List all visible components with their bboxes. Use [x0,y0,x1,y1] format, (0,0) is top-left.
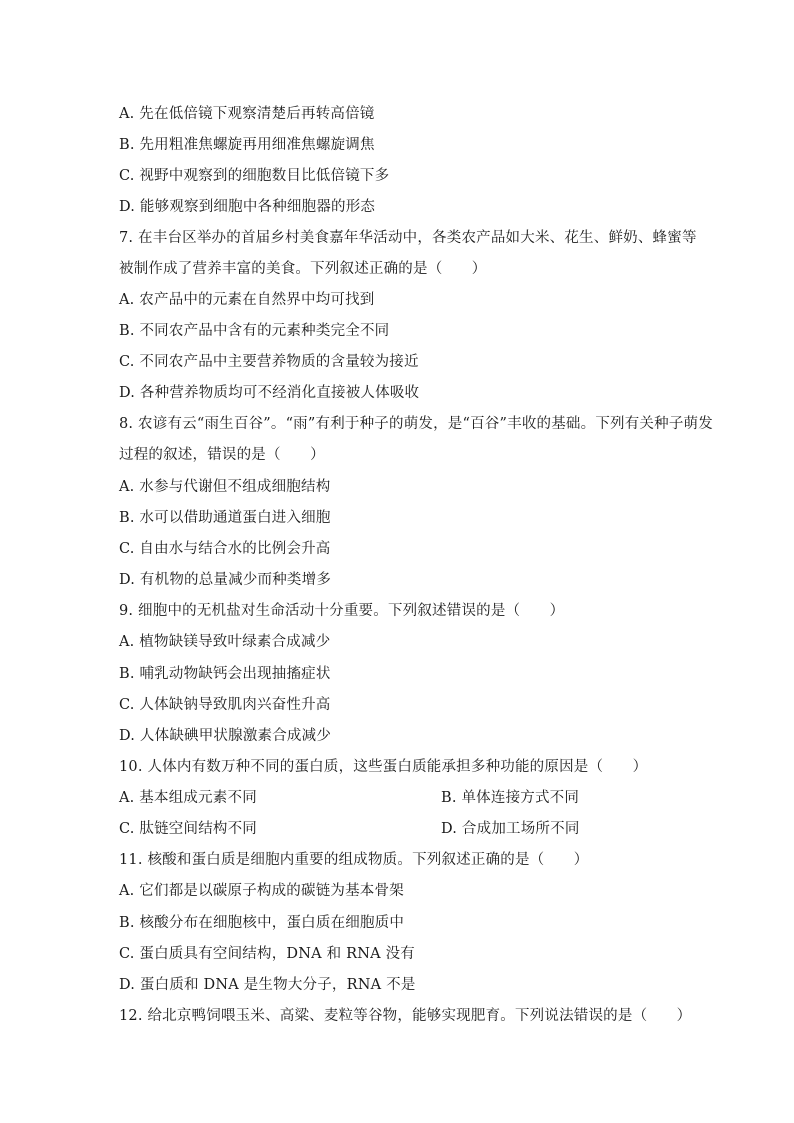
q10-option-a: A. 基本组成元素不同 [119,790,257,806]
q10-option-c: C. 肽链空间结构不同 [119,821,257,837]
q7-stem-line2: 被制作成了营养丰富的美食。下列叙述正确的是（ ） [119,261,487,277]
q10-stem: 10. 人体内有数万种不同的蛋白质，这些蛋白质能承担多种功能的原因是（ ） [119,759,648,775]
q8-option-d: D. 有机物的总量减少而种类增多 [119,572,332,588]
q10-option-b: B. 单体连接方式不同 [441,790,580,806]
q6-option-c: C. 视野中观察到的细胞数目比低倍镜下多 [119,168,390,184]
q11-option-b: B. 核酸分布在细胞核中，蛋白质在细胞质中 [119,915,405,931]
q11-option-c: C. 蛋白质具有空间结构，DNA 和 RNA 没有 [119,946,415,962]
q7-option-a: A. 农产品中的元素在自然界中均可找到 [119,292,375,308]
q9-option-d: D. 人体缺碘甲状腺激素合成减少 [119,728,332,744]
q8-stem-line1: 8. 农谚有云“雨生百谷”。“雨”有利于种子的萌发，是“百谷”丰收的基础。下列有关种子萌发 [119,416,713,432]
q7-option-b: B. 不同农产品中含有的元素种类完全不同 [119,323,390,339]
q8-option-c: C. 自由水与结合水的比例会升高 [119,541,331,557]
q6-option-b: B. 先用粗准焦螺旋再用细准焦螺旋调焦 [119,137,375,153]
q11-option-d: D. 蛋白质和 DNA 是生物大分子，RNA 不是 [119,977,416,993]
q8-option-b: B. 水可以借助通道蛋白进入细胞 [119,510,331,526]
q12-stem: 12. 给北京鸭饲喂玉米、高粱、麦粒等谷物，能够实现肥育。下列说法错误的是（ ） [119,1008,692,1024]
q9-stem: 9. 细胞中的无机盐对生命活动十分重要。下列叙述错误的是（ ） [119,603,565,619]
q10-option-d: D. 合成加工场所不同 [441,821,580,837]
q7-option-c: C. 不同农产品中主要营养物质的含量较为接近 [119,354,419,370]
q8-stem-line2: 过程的叙述，错误的是（ ） [119,447,325,463]
q6-option-d: D. 能够观察到细胞中各种细胞器的形态 [119,199,376,215]
q7-stem-line1: 7. 在丰台区举办的首届乡村美食嘉年华活动中，各类农产品如大米、花生、鲜奶、蜂蜜等 [119,230,697,246]
q11-stem: 11. 核酸和蛋白质是细胞内重要的组成物质。下列叙述正确的是（ ） [119,852,589,868]
q11-option-a: A. 它们都是以碳原子构成的碳链为基本骨架 [119,883,404,899]
q7-option-d: D. 各种营养物质均可不经消化直接被人体吸收 [119,385,420,401]
q9-option-c: C. 人体缺钠导致肌肉兴奋性升高 [119,697,331,713]
q9-option-b: B. 哺乳动物缺钙会出现抽搐症状 [119,666,331,682]
q9-option-a: A. 植物缺镁导致叶绿素合成减少 [119,634,331,650]
q6-option-a: A. 先在低倍镜下观察清楚后再转高倍镜 [119,106,375,122]
q8-option-a: A. 水参与代谢但不组成细胞结构 [119,479,331,495]
